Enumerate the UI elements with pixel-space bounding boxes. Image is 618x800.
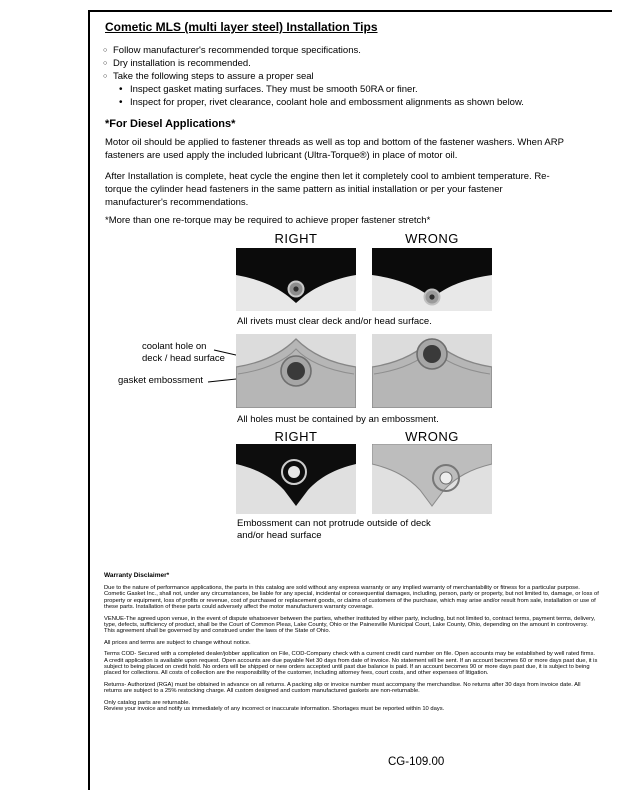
list-item-text: Dry installation is recommended. bbox=[113, 58, 251, 69]
circle-bullet-icon: ○ bbox=[103, 73, 108, 80]
annotation-line-1: coolant hole on bbox=[142, 341, 207, 352]
list-item bbox=[119, 83, 524, 96]
label-wrong-row3: WRONG bbox=[405, 429, 459, 444]
label-wrong-row1: WRONG bbox=[405, 231, 459, 246]
dot-bullet-icon: • bbox=[119, 84, 123, 95]
diesel-paragraph-2: After Installation is complete, heat cycle the engine then let it completely cool to ambient temperature. Re-torque the cylinder head fasteners in the same pattern as initial installation or per your fastener manufacturer's recommendations. bbox=[105, 171, 550, 208]
list-item-text: Take the following steps to assure a proper seal bbox=[113, 71, 314, 82]
warranty-paragraph: VENUE-The agreed upon venue, in the event of dispute whatsoever between the parties, whether instituted by either party, including, but not limited to, contract terms, payment terms, delivery, type, defects, sufficiency of product, shall be the Court of Common Pleas, Lake County, Ohio or the Painesville Municipal Court, Lake County, Ohio, depending on the amount in controversy. This agreement shall be governed by and construed under the laws of the State of Ohio. bbox=[104, 615, 596, 635]
warranty-paragraph: Review your invoice and notify us immediately of any incorrect or inaccurate information. Shortages must be reported within 10 days. bbox=[104, 706, 445, 713]
annotation-line-2: deck / head surface bbox=[142, 353, 225, 364]
diesel-applications-heading: *For Diesel Applications* bbox=[105, 118, 236, 130]
figure-protrusion-wrong bbox=[372, 444, 492, 514]
figure-embossment-right bbox=[236, 334, 356, 408]
warranty-heading: Warranty Disclaimer* bbox=[104, 572, 170, 579]
protrusion-right-diagram bbox=[236, 444, 356, 514]
label-right-row3: RIGHT bbox=[274, 429, 318, 444]
tips-list bbox=[103, 44, 524, 109]
figure-embossment-wrong bbox=[372, 334, 492, 408]
diesel-paragraph-1: Motor oil should be applied to fastener threads as well as top and bottom of the fastener washers. When ARP fasteners are used apply the included lubricant (Ultra-Torque®) in place of motor oil. bbox=[105, 137, 564, 161]
rivet-clearance-right-diagram bbox=[236, 248, 356, 311]
embossment-containment-right-diagram bbox=[236, 334, 356, 408]
embossment-containment-wrong-diagram bbox=[372, 334, 492, 408]
warranty-paragraph: Only catalog parts are returnable. bbox=[104, 699, 191, 706]
dot-bullet-icon: • bbox=[119, 97, 123, 108]
gasket-embossment-annotation: gasket embossment bbox=[118, 375, 204, 386]
list-item-text: Inspect gasket mating surfaces. They must be smooth 50RA or finer. bbox=[130, 84, 418, 95]
list-item-text: Follow manufacturer's recommended torque specifications. bbox=[113, 45, 361, 56]
caption-holes: All holes must be contained by an embossment. bbox=[237, 414, 439, 425]
catalog-page-number: CG-109.00 bbox=[388, 756, 445, 768]
figure-rivet-right bbox=[236, 248, 356, 311]
list-item bbox=[119, 96, 524, 109]
page-title: Cometic MLS (multi layer steel) Installation Tips bbox=[105, 20, 378, 34]
figure-rivet-wrong bbox=[372, 248, 492, 311]
retorque-note: *More than one re-torque may be required to achieve proper fastener stretch* bbox=[105, 215, 431, 226]
label-right-row1: RIGHT bbox=[274, 231, 318, 246]
list-item bbox=[103, 57, 524, 70]
figure-protrusion-right bbox=[236, 444, 356, 514]
rivet-clearance-wrong-diagram bbox=[372, 248, 492, 311]
warranty-section bbox=[104, 572, 599, 713]
warranty-paragraph: Due to the nature of performance applications, the parts in this catalog are sold without any express warranty or any implied warranty of merchantability or fitness for a particular purpose. Cometic Gasket Inc., shall not, under any circumstances, be liable for any special, incidental or consequential damages, including, person, party or property, but not limited to, damage, or loss of property or equipment, loss of profits or revenue, cost of purchased or replacement goods, or claims of customers of the purchase, which may arise and/or result from sale, installation or use of these parts. Installation of these parts could adversely affect the motor manufacturers warranty coverage. bbox=[104, 585, 599, 611]
warranty-paragraph: Terms COD- Secured with a completed dealer/jobber application on File, COD-Company check with a current credit card number on file. Open accounts may be established by well rated firms. A credit application is available upon request. Open accounts are due payable Net 30 days from date of invoice. No statement will be sent. If an account becomes 60 or more days past due, it is subject to being placed on credit hold. No orders will be shipped or new orders accepted until past due balance is paid. If an account becomes 90 or more days past due, it is subject to being placed for collections. All costs of collection are the responsibility of the customer, including attorney fees, court costs, and other expenses of litigation. bbox=[104, 651, 598, 677]
circle-bullet-icon: ○ bbox=[103, 47, 108, 54]
list-item bbox=[103, 44, 524, 57]
page-border-left bbox=[88, 10, 90, 790]
list-item-text: Inspect for proper, rivet clearance, coolant hole and embossment alignments as shown below. bbox=[130, 97, 524, 108]
list-item bbox=[103, 70, 524, 83]
circle-bullet-icon: ○ bbox=[103, 60, 108, 67]
caption-protrusion: Embossment can not protrude outside of deck and/or head surface bbox=[237, 518, 431, 541]
protrusion-wrong-diagram bbox=[372, 444, 492, 514]
page-border-top bbox=[88, 10, 612, 12]
warranty-paragraph: All prices and terms are subject to change without notice. bbox=[104, 639, 251, 646]
warranty-paragraph: Returns- Authorized (RGA) must be obtained in advance on all returns. A packing slip or invoice number must accompany the merchandise. No returns after 30 days from invoice date. All returns are subject to a 25% restocking charge. All custom designed and custom manufactured gaskets are non-returnable. bbox=[104, 681, 581, 695]
caption-rivets: All rivets must clear deck and/or head surface. bbox=[237, 316, 432, 327]
